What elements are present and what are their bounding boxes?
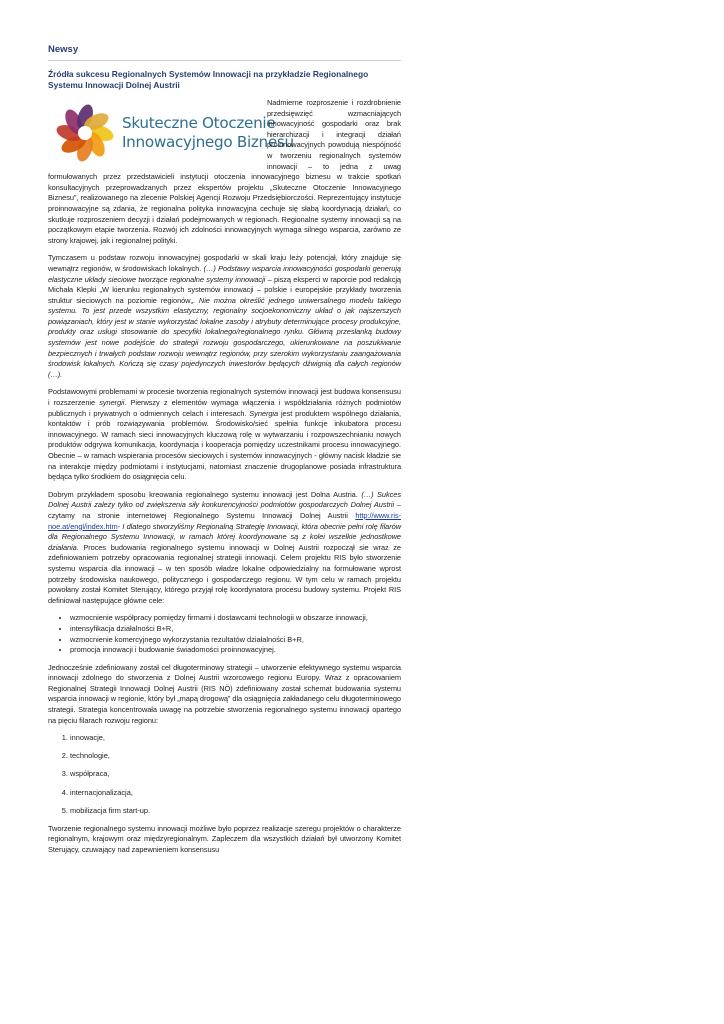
article-page bbox=[48, 44, 401, 863]
paragraph-strategy: Jednocześnie zdefiniowany został cel długoterminowy strategii – utworzenie efektywnego systemu wsparcia innowacji zdolnego do stworzenia z Dolnej Austrii wzorcowego regionu Europy. Wraz z opracowaniem Regionalnej Strategii Innowacji Dolnej Austrii (RIS NÖ) zdefiniowany został schemat budowania systemu wsparcia innowacji w regionie, który był „mapą drogową” dla osiągnięcia zakładanego celu długoterminowego strategii. Strategia koncentrowała uwagę na potrzebie stworzenia regionalnego systemu innowacji opartego na pięciu filarach rozwoju regionu: bbox=[48, 662, 401, 725]
list-item: • intensyfikacja działalności B+R, bbox=[70, 624, 401, 635]
article-title: Źródła sukcesu Regionalnych Systemów Innowacji na przykładzie Regionalnego Systemu Innowacji Dolnej Austrii bbox=[48, 69, 369, 90]
paragraph-lower-austria bbox=[48, 490, 401, 607]
text: Tymczasem u podstaw rozwoju innowacyjnej gospodarki w skali kraju leży potencjał, który znajduje się wewnątrz regionów, w środowiskach lokalnych. bbox=[48, 253, 401, 273]
paragraph-projects: Tworzenie regionalnego systemu innowacji możliwe było poprzez realizacje szeregu projektów o charakterze regionalnym, krajowym oraz międzyregionalnym. Zapleczem dla wszystkich działań był utworzony Komitet Sterujący, czuwający nad zapewnieniem konsensusu bbox=[48, 823, 401, 854]
paragraph-problems bbox=[48, 387, 401, 482]
project-logo bbox=[54, 100, 294, 166]
text: jest produktem wspólnego działania, kontaktów i prób rozwiązywania problemów. Środowisko/sieć spełnia funkcje inkubatora procesu innowacyjnego. W ramach sieci innowacyjnych kluczową rolę w wytwarzaniu i rozpowszechnianiu nowych produktów odgrywa komunikacja, koordynacja i kooperacja pomiędzy uczestnikami procesu innowacyjnego. Obecnie – w ramach wspierania procesów sieciowych i systemów innowacyjnych - główny nacisk kładzie sie na interakcje między podmiotami i instytucjami, natomiast znaczenie drugoplanowe posiada infrastruktura będąca tylko środkiem do osiągnięcia celu. bbox=[48, 408, 401, 482]
logo-line-2: Innowacyjnego Biznesu bbox=[122, 133, 294, 151]
quote: Nie można określić jednego uniwersalnego modelu takiego systemu. To jest przede wszystkim elastyczny, regionalny socjoekonomiczny układ o jak najszerszych powiązaniach, który jest w stanie wykorzystać lokalne zasoby i atrybuty determinujące procesy produkcyjne, produkty oraz usługi stosowanie do specyfiki lokalnego/regionalnego rynku. Główną przesłanką budowy systemów jest nowe podejście do strategii rozwoju gospodarczego, ukierunkowane na poszukiwanie bezpiecznych i trwałych podstaw rozwoju wewnątrz regionów, przy szerokim wykorzystaniu zaangażowania środowisk lokalnych. Kończą się czasy pojedynczych inwestorów będących dźwignią dla całych regionów (…). bbox=[48, 295, 401, 379]
list-item: 5. mobilizacja firm start-up. bbox=[70, 806, 401, 817]
logo-center bbox=[78, 126, 92, 140]
list-item: 2. technologie, bbox=[70, 751, 401, 762]
list-item: 3. współpraca, bbox=[70, 769, 401, 780]
list-item: 4. internacjonalizacja, bbox=[70, 788, 401, 799]
term: synergii bbox=[99, 398, 125, 408]
paragraph-intro: Nadmierne rozproszenie i rozdrobnienie przedsięwzięć wzmacniających innowacyjność gospodarki oraz brak hierarchizacji i integracji działań proinnowacyjnych powodują niespójność w tworzeniu regionalnych systemów innowacji – to jedna z uwag formułowanych przez przedstawicieli instytucji otoczenia innowacyjnego biznesu w trakcie spotkań konsultacyjnych przeprowadzanych przez ekspertów projektu „Skuteczne Otoczenie Innowacyjnego Biznesu”, realizowanego na zlecenie Polskiej Agencji Rozwoju Przedsiębiorczości. Reprezentujący instytucje proinnowacyjne są zdania, że regionalna polityka innowacyjna cechuje się słabą koordynacją działań, co skutkuje rozproszeniem decyzji i działań podejmowanych w regionach. Regionalne systemy innowacji są na początkowym etapie tworzenia. Rozwój ich zdolności innowacyjnych wymaga silnego wsparcia, zarówno ze strony krajowej, jak i regionalnej polityki. bbox=[48, 98, 401, 245]
list-item: 1. innowacje, bbox=[70, 733, 401, 744]
quote: (…) Podstawy wsparcia innowacyjności gospodarki generują elastyczne układy sieciowe tworzące regionalne systemy innowacji bbox=[48, 263, 401, 284]
ris-noe-link[interactable]: http://www.ris-noe.at/engl/index.htm bbox=[48, 510, 401, 531]
header-divider bbox=[48, 60, 401, 61]
pillars-list bbox=[48, 733, 401, 816]
text: – piszą eksperci w raporcie pod redakcją Michała Klepki „W kierunku regionalnych systemów innowacji – polskie i europejskie przykłady tworzenia struktur sieciowych na poziomie regionów„. bbox=[48, 274, 401, 305]
text: Proces budowania regionalnego systemu innowacji w Dolnej Austrii rozpoczął sie wraz ze zdefiniowaniem potrzeby opracowania regionalnej strategii innowacji. Celem projektu RIS było stworzenie systemu wsparcia dla innowacji – w ten sposób władze lokalne odpowiedzialny na formułowane wprost potrzeby środowiska naukowego, politycznego i gospodarczego regionu. W tym celu w ramach projektu powołany został Komitet Sterujący, którego przyjął rolę koordynatora procesu budowy systemu. Projekt RIS definiował następujące główne cele: bbox=[48, 542, 401, 605]
list-item: • wzmocnienie współpracy pomiędzy firmami i dostawcami technologii w obszarze innowacji, bbox=[70, 613, 401, 624]
quote: (…) Sukces Dolnej Austrii zależy tylko od zwiększenia siły konkurencyjności podmiotów gospodarczych Dolnej Austrii bbox=[48, 489, 401, 510]
goals-list bbox=[48, 613, 401, 655]
sun-petal-logo-icon bbox=[54, 102, 116, 164]
quote: I dlatego stworzyliśmy Regionalną Strategię Innowacji, która obecnie pełni rolę filarów dla Regionalnego Systemu Innowacji, w ramach której koordynowane są z kolei wszelkie jednostkowe działania. bbox=[48, 521, 401, 552]
text: Dobrym przykładem sposobu kreowania regionalnego systemu innowacji jest Dolna Austria. bbox=[48, 489, 362, 499]
section-label-newsy[interactable]: Newsy bbox=[48, 44, 79, 55]
text: . Pierwszy z elementów wymaga włączenia i współdziałania różnych podmiotów publicznych i prywatnych o odmiennych celach i interesach. bbox=[48, 398, 402, 418]
text: – czytamy na stronie internetowej Regionalnego Systemu Innowacji Dolnej Austrii bbox=[48, 500, 401, 520]
term: Synergia bbox=[249, 408, 279, 418]
paragraph-regions bbox=[48, 253, 401, 380]
logo-line-1: Skuteczne Otoczenie bbox=[122, 114, 276, 132]
list-item: • wzmocnienie komercyjnego wykorzystania rezultatów działalności B+R, bbox=[70, 635, 401, 646]
text: - bbox=[117, 521, 123, 531]
list-item: • promocja innowacji i budowanie świadomości proinnowacyjnej. bbox=[70, 645, 401, 656]
text: Podstawowymi problemami w procesie tworzenia regionalnych systemów innowacji jest budowa konsensusu i rozszerzenie bbox=[48, 387, 401, 408]
